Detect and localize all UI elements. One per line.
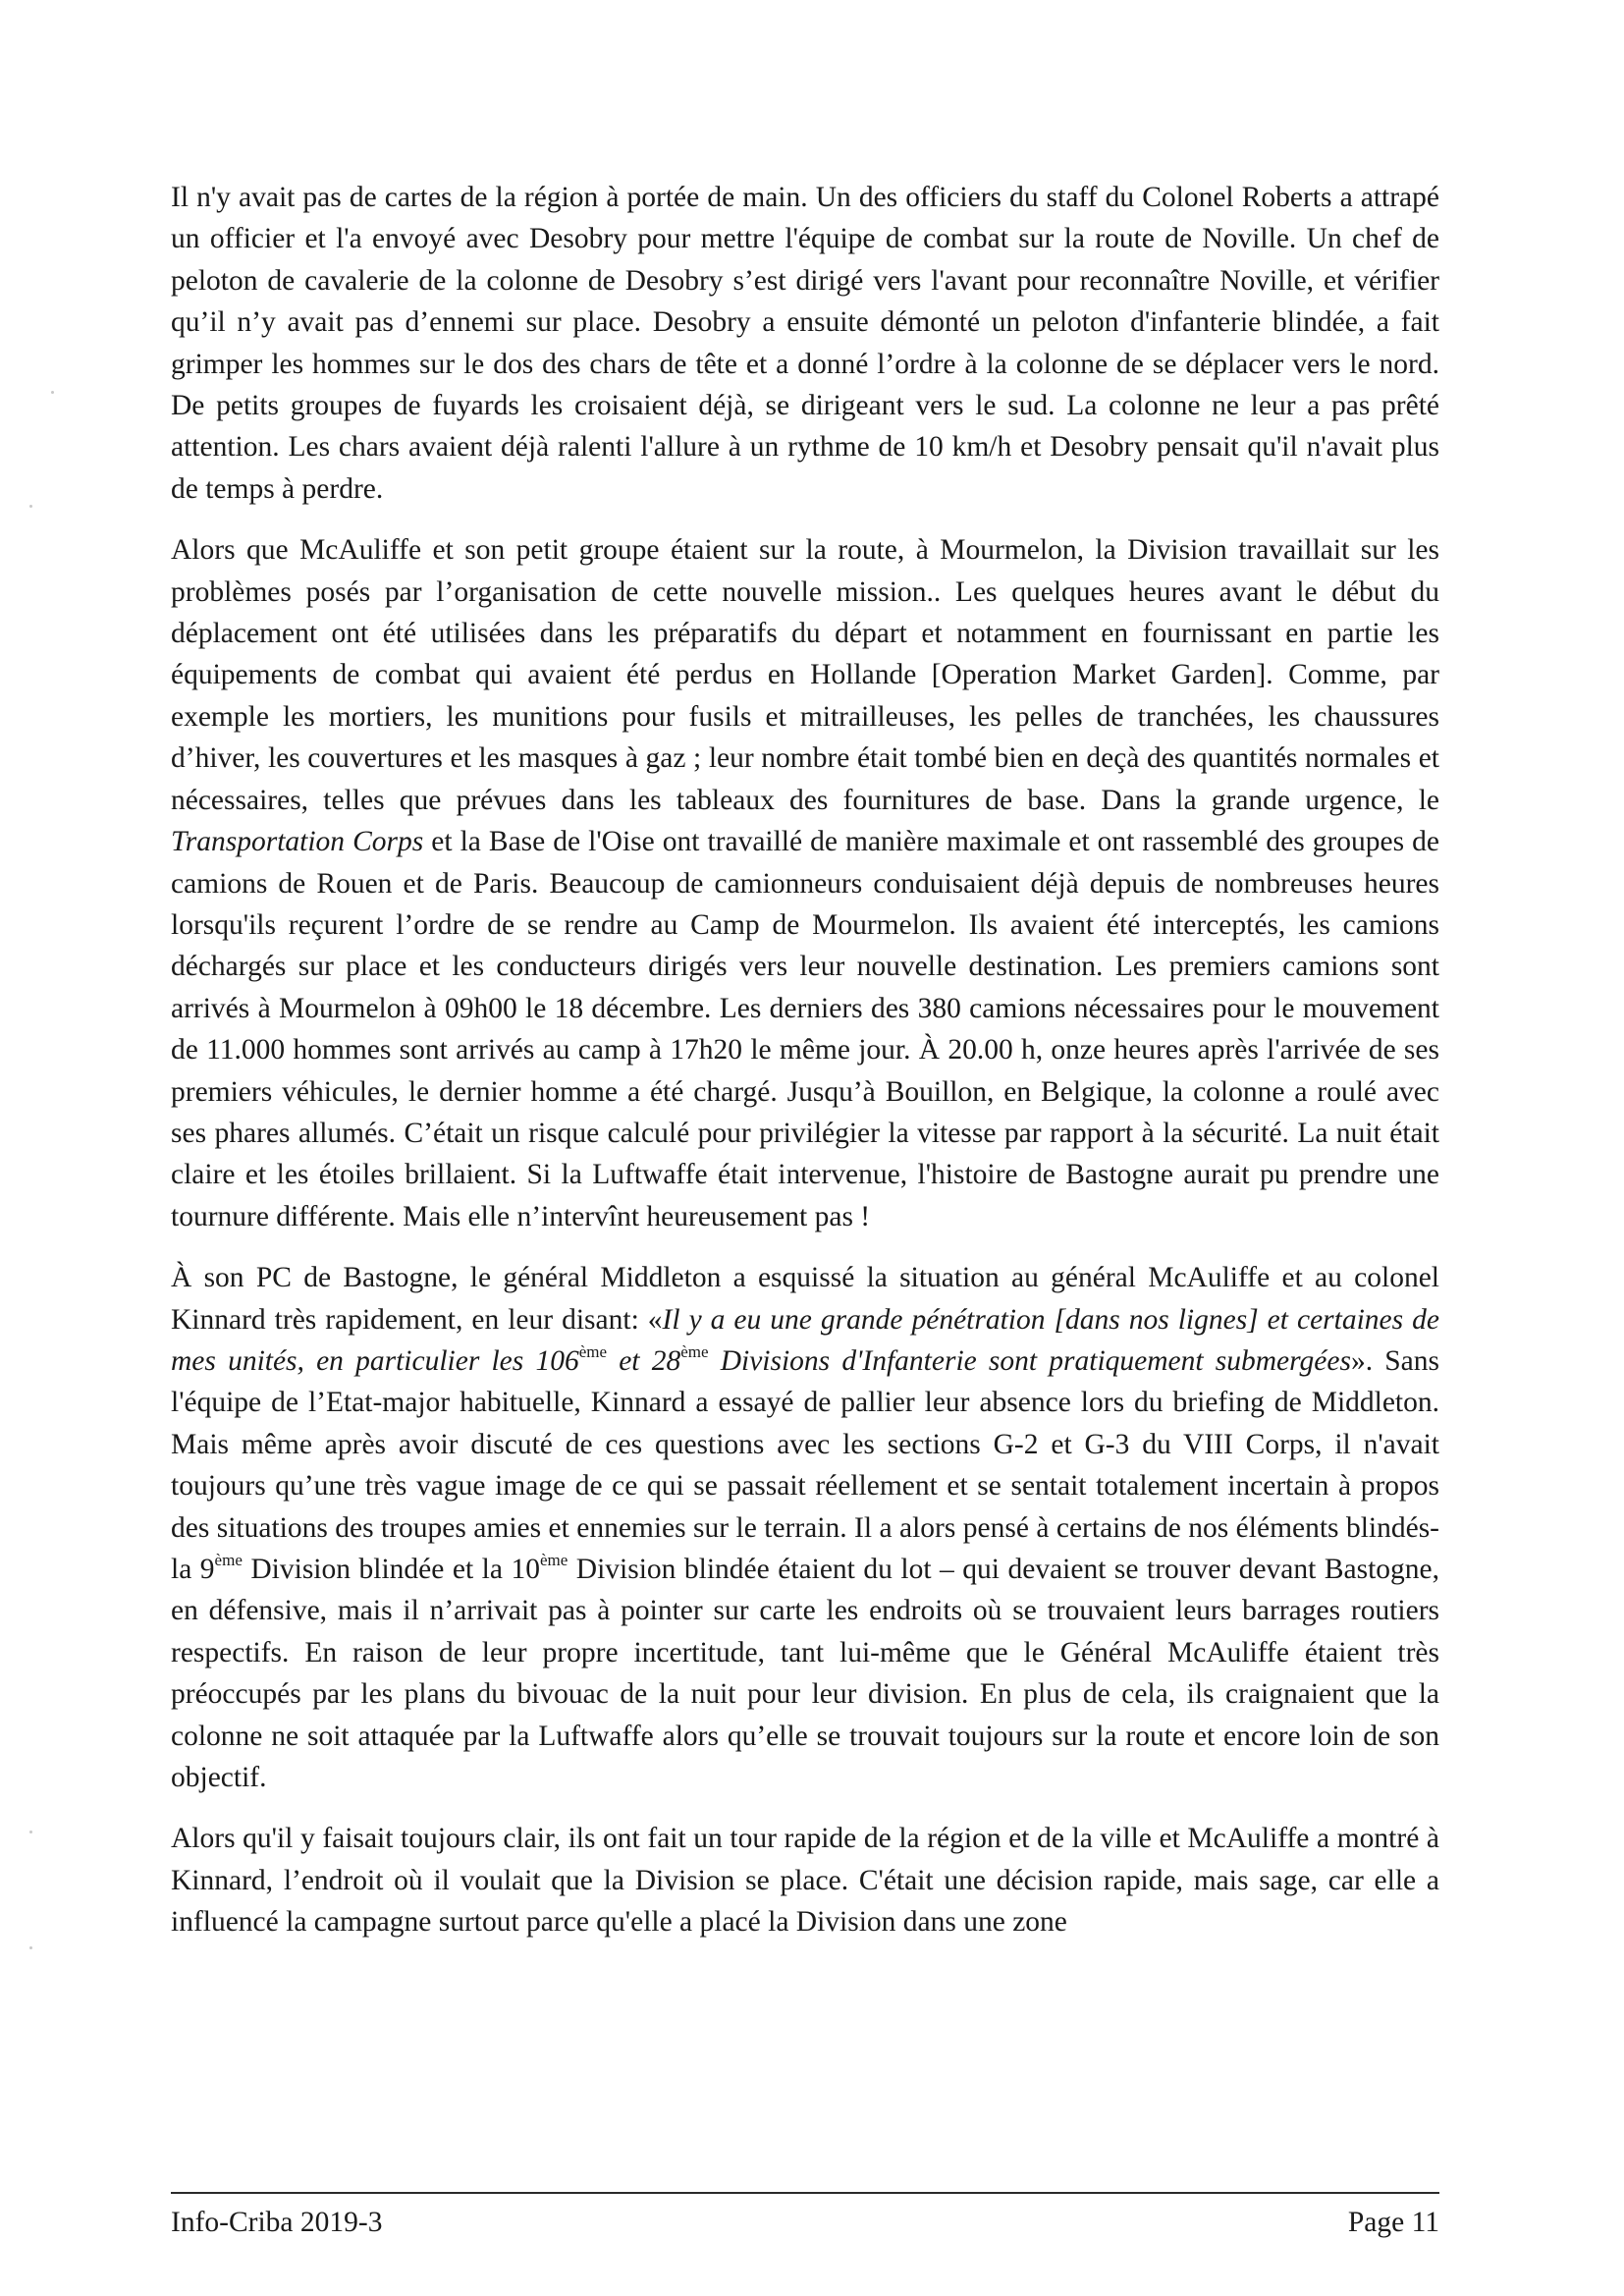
paragraph-4-text: Alors qu'il y faisait toujours clair, ils ont fait un tour rapide de la région et de la ville et McAuliffe a montré à Kinnard, l’endroit où il voulait que la Division se place. C'était une décision rapide, mais sage, car elle a influencé la campagne surtout parce qu'elle a placé la Division dans une zone [171,1823,1439,1939]
footer-divider [171,2192,1439,2194]
paragraph-1 [171,177,1439,510]
scan-speck [29,505,32,508]
paragraph-1-text: Il n'y avait pas de cartes de la région à portée de main. Un des officiers du staff du Colonel Roberts a attrapé un officier et l'a envoyé avec Desobry pour mettre l'équipe de combat sur la route de Noville. Un chef de peloton de cavalerie de la colonne de Desobry s’est dirigé vers l'avant pour reconnaître Noville, et vérifier qu’il n’y avait pas d’ennemi sur place. Desobry a ensuite démonté un peloton d'infanterie blindée, a fait grimper les hommes sur le dos des chars de tête et a donné l’ordre à la colonne de se déplacer vers le nord. De petits groupes de fuyards les croisaient déjà, se dirigeant vers le sud. La colonne ne leur a pas prêté attention. Les chars avaient déjà ralenti l'allure à un rythme de 10 km/h et Desobry pensait qu'il n'avait plus de temps à perdre. [171,182,1439,505]
paragraph-3-text-d: Division blindée étaient du lot – qui devaient se trouver devant Bastogne, en défensive, mais il n’arrivait pas à pointer sur carte les endroits où se trouvaient leurs barrages routiers respectifs. En raison de leur propre incertitude, tant lui-même que le Général McAuliffe étaient très préoccupés par les plans du bivouac de la nuit pour leur division. En plus de cela, ils craignaient que la colonne ne soit attaquée par la Luftwaffe alors qu’elle se trouvait toujours sur la route et encore loin de son objectif. [171,1554,1440,1794]
paragraph-3-quote-b: et 28 [607,1344,681,1377]
paragraph-3-text-c: Division blindée et la 10 [242,1554,540,1585]
paragraph-3-sup-2: ème [680,1342,709,1362]
paragraph-3-quote-c: Divisions d'Infanterie sont pratiquement submergées [708,1344,1351,1377]
paragraph-2-text-a: Alors que McAuliffe et son petit groupe étaient sur la route, à Mourmelon, la Division travaillait sur les problèmes posés par l’organisation de cette nouvelle mission.. Les quelques heures avant le début du déplacement ont été utilisées dans les préparatifs du départ et notamment en fournissant en partie les équipements de combat qui avaient été perdus en Hollande [Operation Market Garden]. Comme, par exemple les mortiers, les munitions pour fusils et mitrailleuses, les pelles de tranchées, les chaussures d’hiver, les couvertures et les masques à gaz ; leur nombre était tombé bien en deçà des quantités normales et nécessaires, telles que prévues dans les tableaux des fournitures de base. Dans la grande urgence, le [171,534,1439,816]
paragraph-3-sup-1: ème [578,1342,608,1362]
page-footer [171,2206,1439,2239]
footer-publication: Info-Criba 2019-3 [171,2207,383,2238]
paragraph-3-text-b: ». Sans l'équipe de l’Etat-major habituelle, Kinnard a essayé de pallier leur absence lors du briefing de Middleton. Mais même après avoir discuté de ces questions avec les sections G-2 et G-3 du VIII Corps, il n'avait toujours qu’une très vague image de ce qui se passait réellement et se sentait totalement incertain à propos des situations des troupes amies et ennemies sur le terrain. Il a alors pensé à certains de nos éléments blindés- la 9 [171,1344,1440,1585]
paragraph-3-sup-4: ème [539,1551,568,1570]
paragraph-2-text-b: et la Base de l'Oise ont travaillé de manière maximale et ont rassemblé des groupes de camions de Rouen et de Paris. Beaucoup de camionneurs conduisaient déjà depuis de nombreuses heures lorsqu'ils reçurent l’ordre de se rendre au Camp de Mourmelon. Ils avaient été interceptés, les camions déchargés sur place et les conducteurs dirigés vers leur nouvelle destination. Les premiers camions sont arrivés à Mourmelon à 09h00 le 18 décembre. Les derniers des 380 camions nécessaires pour le mouvement de 11.000 hommes sont arrivés au camp à 17h20 le même jour. À 20.00 h, onze heures après l'arrivée de ses premiers véhicules, le dernier homme a été chargé. Jusqu’à Bouillon, en Belgique, la colonne a roulé avec ses phares allumés. C’était un risque calculé pour privilégier la vitesse par rapport à la sécurité. La nuit était claire et les étoiles brillaient. Si la Luftwaffe était intervenue, l'histoire de Bastogne aurait pu prendre une tournure différente. Mais elle n’intervînt heureusement pas ! [171,826,1439,1232]
paragraph-3-sup-3: ème [214,1551,243,1570]
paragraph-2 [171,529,1439,1237]
paragraph-3-quote-a: Il y a eu une grande pénétration [dans nos lignes] et certaines de mes unités, en particulier les 106 [171,1303,1439,1377]
document-body [171,177,1439,1963]
paragraph-3-text-a: À son PC de Bastogne, le général Middleton a esquissé la situation au général McAuliffe et au colonel Kinnard très rapidement, en leur disant: « [171,1262,1439,1336]
paragraph-2-italic: Transportation Corps [171,826,424,858]
paragraph-4 [171,1818,1439,1942]
scan-speck [51,391,54,394]
scan-speck [29,1831,32,1833]
paragraph-3 [171,1257,1439,1798]
footer-page-number: Page 11 [1347,2207,1439,2238]
scan-speck [29,1946,32,1949]
